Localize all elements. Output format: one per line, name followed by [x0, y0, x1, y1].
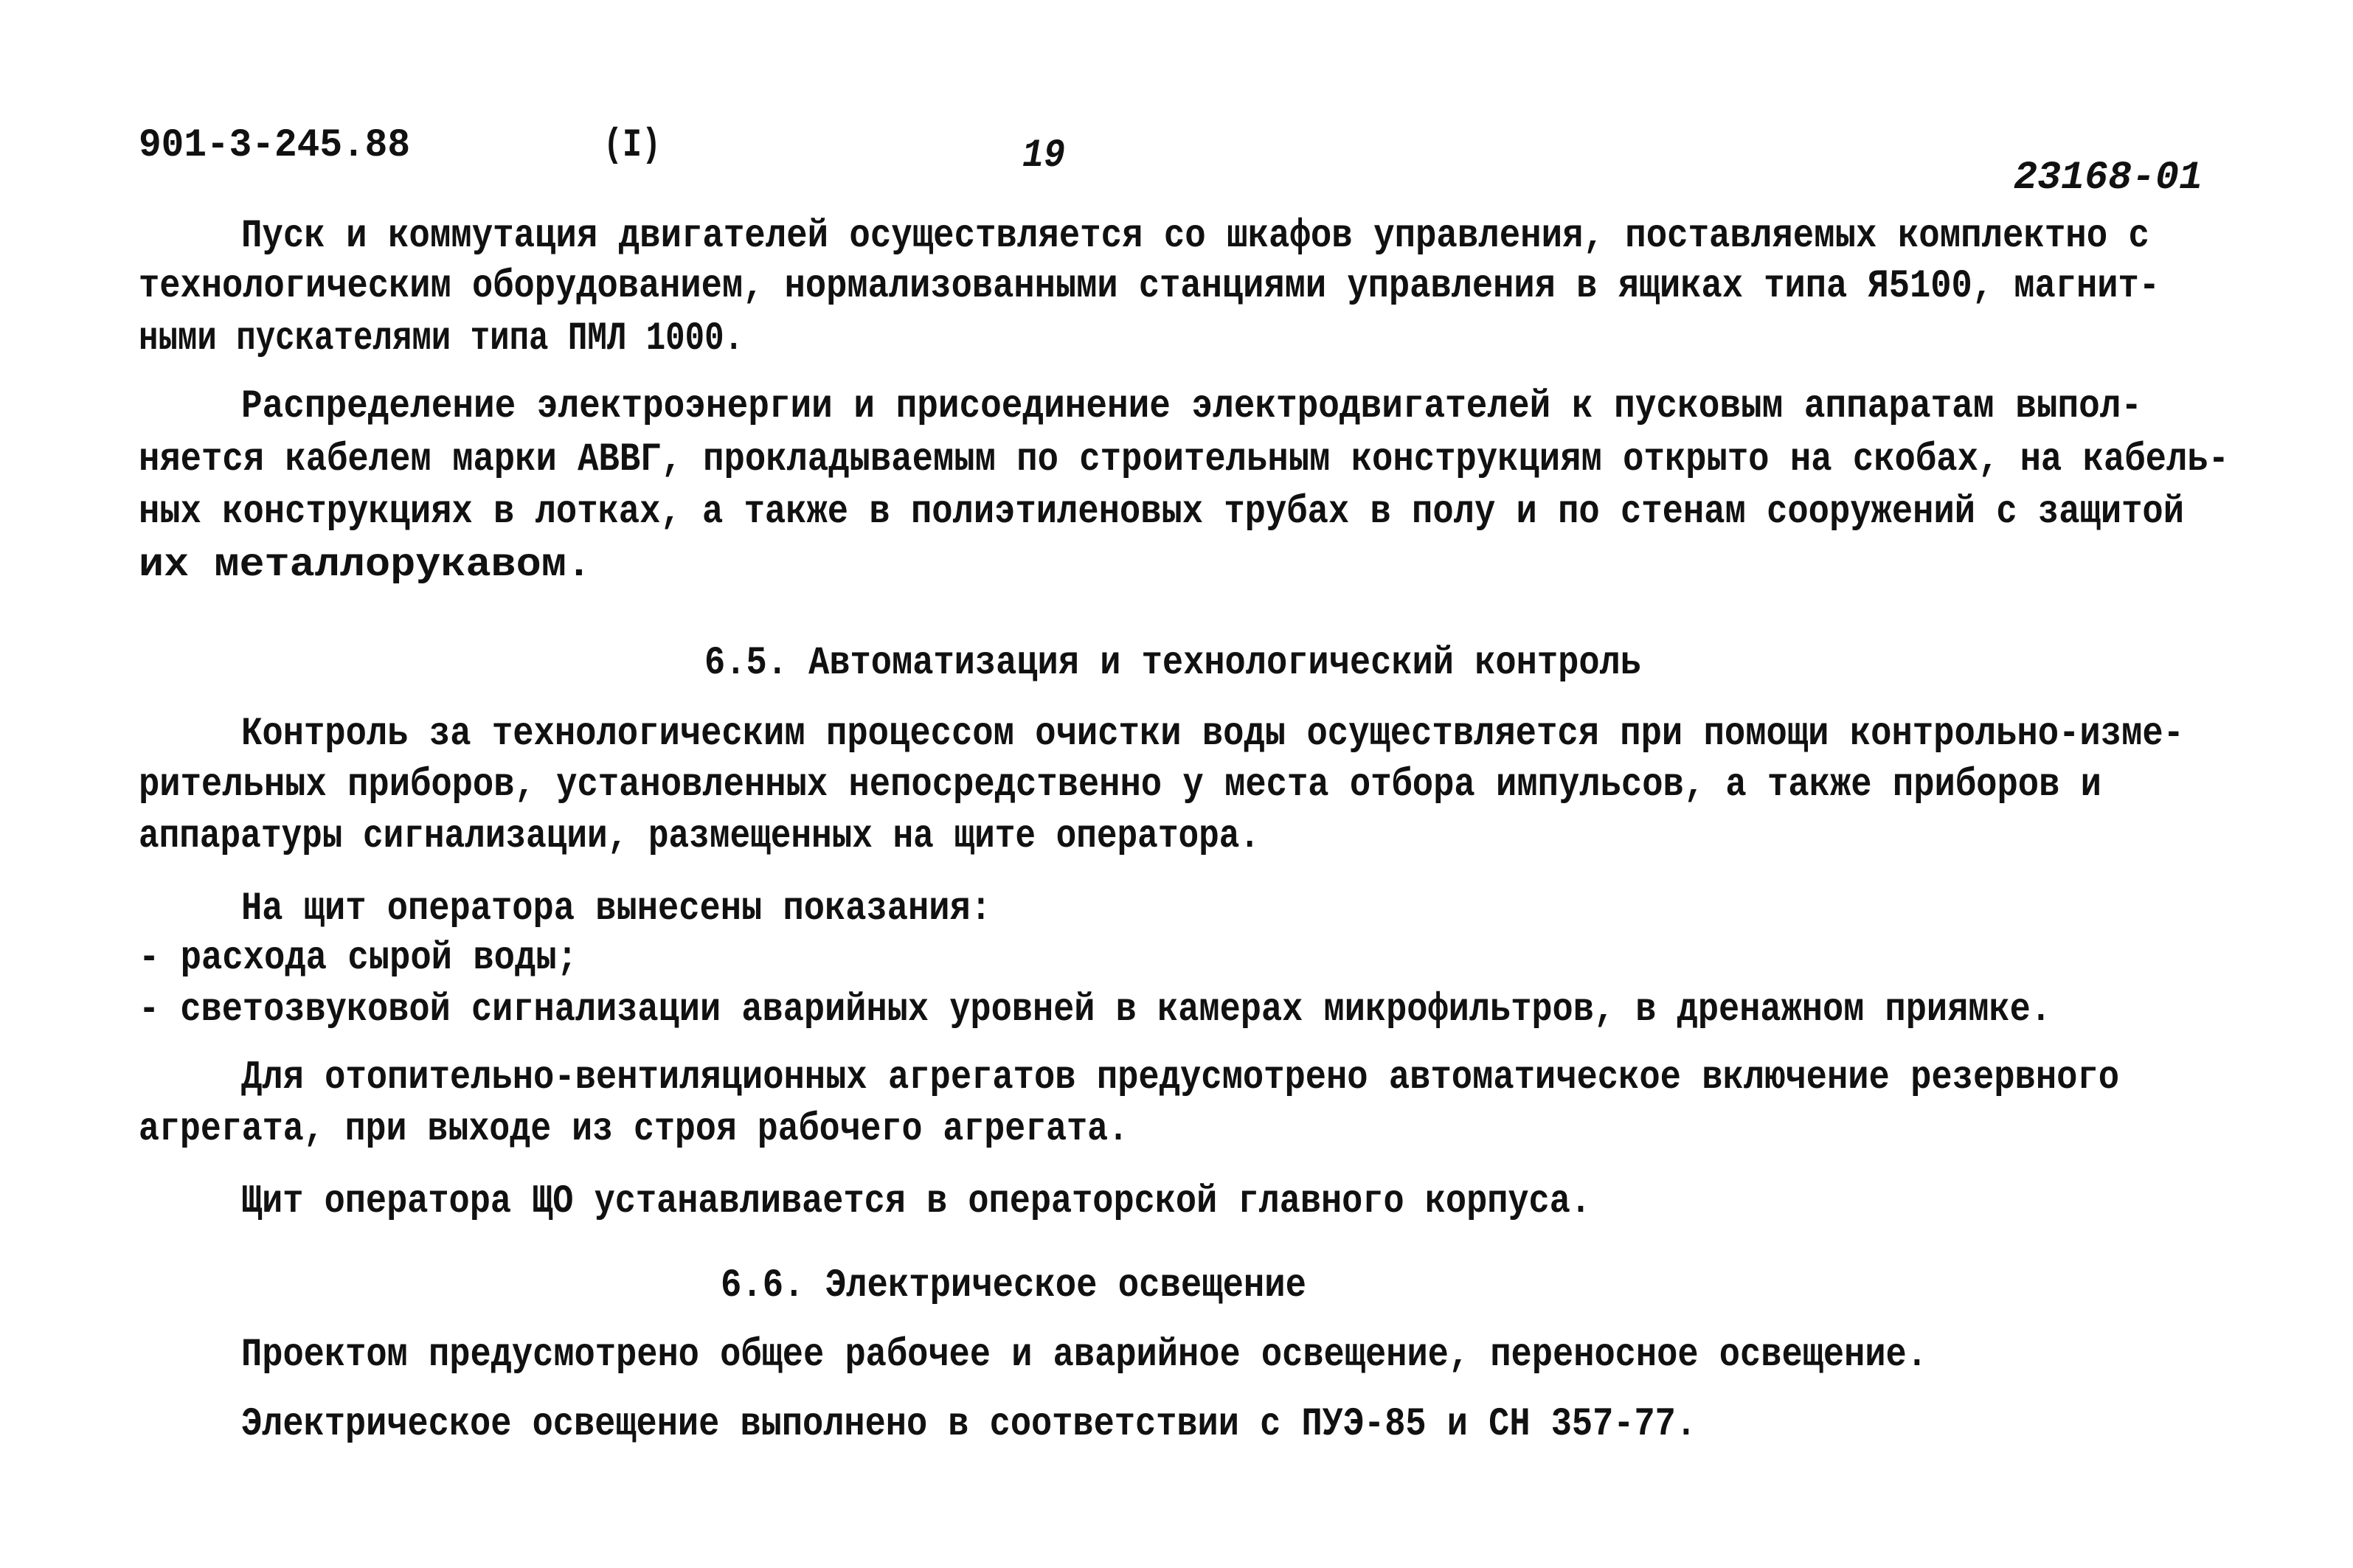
text-line: ных конструкциях в лотках, а также в полиэтиленовых трубах в полу и по стенам сооружений с защитой: [139, 490, 2184, 535]
archive-number-text: 23168-01: [2014, 156, 2203, 201]
list-item: [139, 935, 578, 982]
paragraph-line: [139, 437, 2229, 484]
paragraph-line: [241, 1332, 1927, 1379]
paragraph-line: [241, 1179, 1591, 1226]
paragraph-line: [139, 1106, 1129, 1154]
paragraph-line: [139, 814, 1260, 861]
text-line: агрегата, при выходе из строя рабочего агрегата.: [139, 1107, 1129, 1152]
text-line: 6.5. Автоматизация и технологический контроль: [704, 641, 1641, 686]
text-line: - расхода сырой воды;: [139, 936, 578, 981]
paragraph-line: [241, 886, 991, 933]
text-line: 6.6. Электрическое освещение: [721, 1263, 1306, 1308]
paragraph-line: [139, 489, 2184, 536]
text-line: Для отопительно-вентиляционных агрегатов предусмотрено автоматическое включение резервного: [241, 1055, 2119, 1100]
archive-number: [2014, 155, 2203, 202]
text-line: няется кабелем марки АВВГ, прокладываемым по строительным конструкциям открыто на скобах, на кабель-: [139, 437, 2229, 482]
doc-code: [139, 122, 410, 170]
text-line: рительных приборов, установленных непосредственно у места отбора импульсов, а также приборов и: [139, 763, 2101, 808]
text-line: Проектом предусмотрено общее рабочее и аварийное освещение, переносное освещение.: [241, 1333, 1927, 1378]
text-line: Распределение электроэнергии и присоединение электродвигателей к пусковым аппаратам выпол-: [241, 384, 2142, 429]
text-line: Контроль за технологическим процессом очистки воды осуществляется при помощи контрольно-изме-: [241, 712, 2184, 757]
text-line: их металлорукавом.: [139, 543, 592, 588]
section-heading-6-6: [721, 1263, 1306, 1310]
paragraph-line: [139, 762, 2101, 809]
page-number-text: 19: [1022, 133, 1065, 178]
text-line: Пуск и коммутация двигателей осуществляется со шкафов управления, поставляемых комплектно с: [241, 214, 2149, 259]
paragraph-line: [139, 542, 592, 589]
text-line: ными пускателями типа ПМЛ 1000.: [139, 316, 744, 361]
part-number: [603, 122, 661, 170]
text-line: - светозвуковой сигнализации аварийных уровней в камерах микрофильтров, в дренажном приямке.: [139, 988, 2051, 1033]
section-heading-6-5: [704, 640, 1641, 687]
text-line: технологическим оборудованием, нормализованными станциями управления в ящиках типа Я5100, магнит-: [139, 264, 2160, 309]
paragraph-line: [241, 711, 2184, 758]
paragraph-line: [139, 263, 2160, 311]
paragraph-line: [241, 384, 2142, 431]
paragraph-line: [241, 1055, 2119, 1102]
page-number: [1022, 133, 1065, 180]
doc-code-text: 901-3-245.88: [139, 123, 410, 168]
text-line: аппаратуры сигнализации, размещенных на щите оператора.: [139, 814, 1260, 859]
part-text: (I): [603, 123, 661, 168]
paragraph-line: [241, 1401, 1697, 1449]
text-line: Электрическое освещение выполнено в соответствии с ПУЭ-85 и СН 357-77.: [241, 1402, 1697, 1447]
text-line: На щит оператора вынесены показания:: [241, 887, 991, 932]
paragraph-line: [241, 213, 2149, 260]
list-item: [139, 987, 2051, 1034]
text-line: Щит оператора ЩО устанавливается в операторской главного корпуса.: [241, 1179, 1591, 1224]
paragraph-line: [139, 316, 744, 363]
